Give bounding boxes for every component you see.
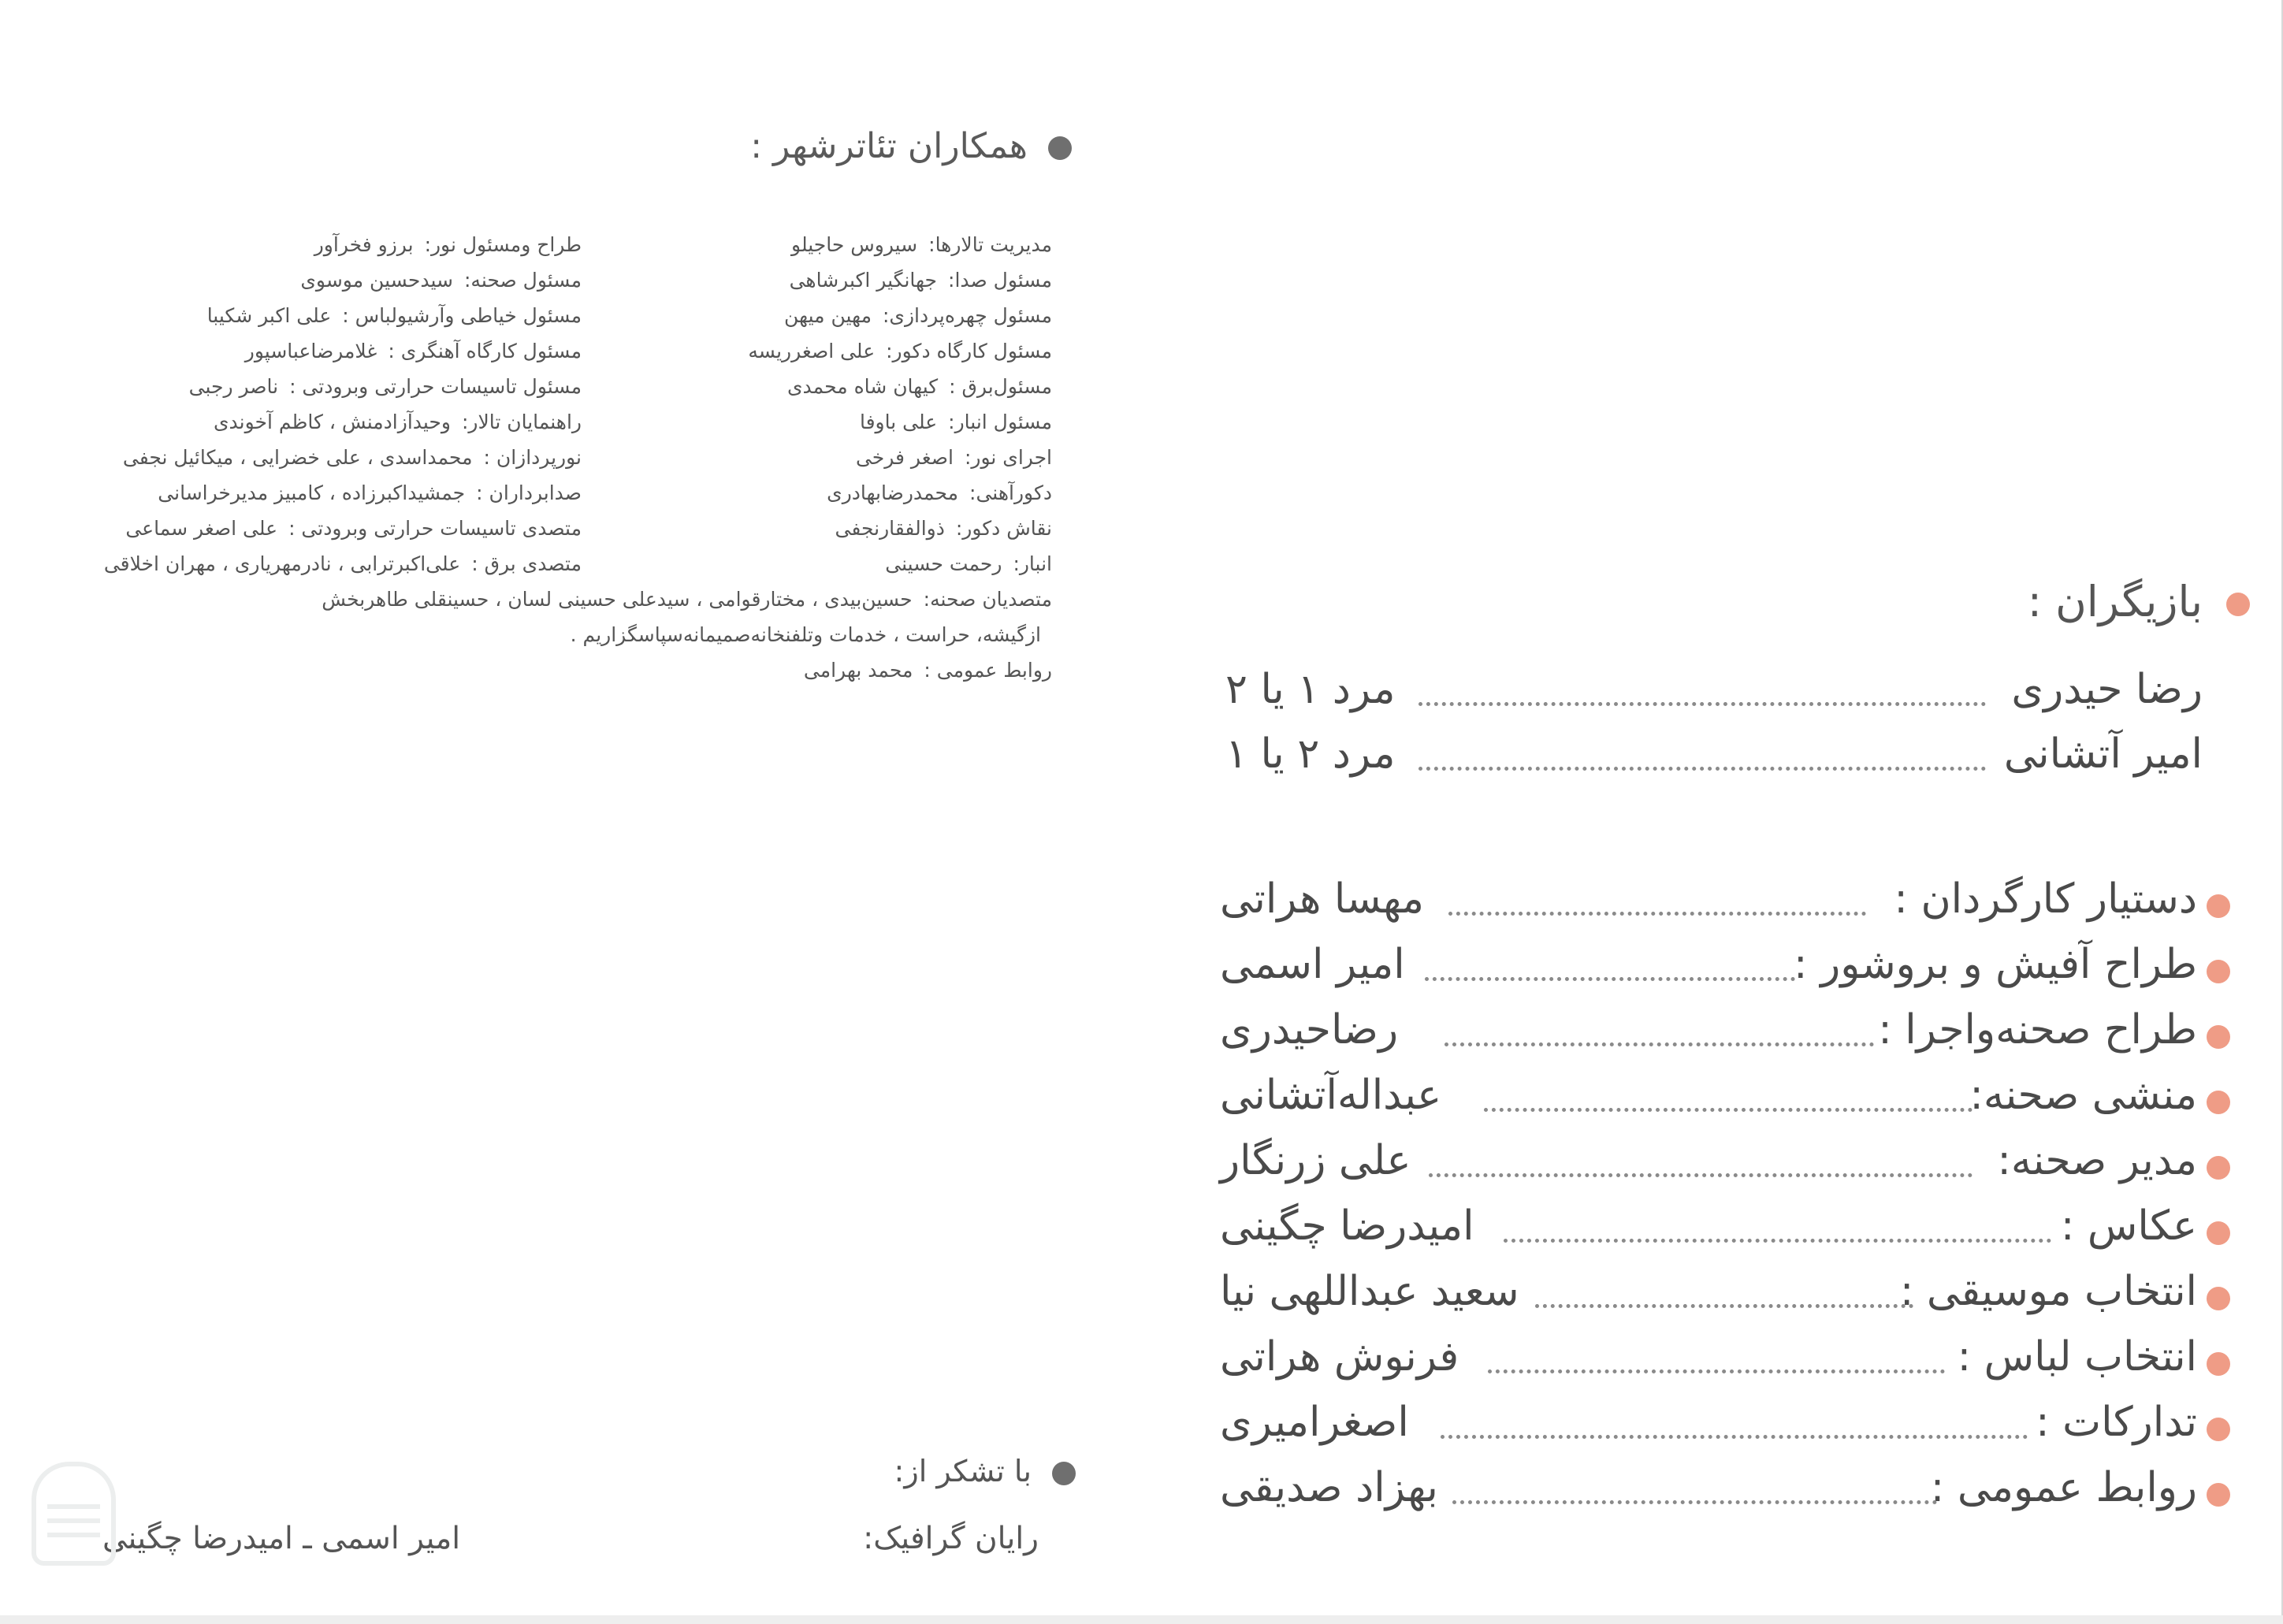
bullet-icon (2207, 1156, 2230, 1180)
leader-dots (1419, 702, 1986, 706)
crew-role: طراح صحنه‌واجرا : (1878, 1006, 2197, 1054)
staff-row (570, 617, 1052, 652)
crew-row (1220, 941, 2197, 1004)
staff-role: اجرای نور: (964, 446, 1052, 469)
staff-row (0, 227, 582, 262)
bullet-icon (2207, 1352, 2230, 1376)
staff-row (0, 333, 582, 369)
leader-dots (1504, 1239, 2051, 1243)
actor-role: مرد ۱ یا ۲ (1225, 666, 1396, 713)
staff-name: حسین‌بیدی ، مختارقوامی ، سیدعلی حسینی لسان ، حسینقلی طاهربخش (322, 588, 913, 611)
crew-name: امیر اسمی (1220, 941, 1405, 988)
leader-dots (1488, 1369, 1945, 1373)
crew-row (1220, 1399, 2197, 1462)
staff-role: مسئول صحنه: (464, 269, 582, 292)
staff-name: محمدرضابهادری (827, 481, 959, 504)
staff-role: مسئول انبار: (948, 411, 1052, 433)
staff-row (579, 546, 1052, 582)
staff-role: متصدی برق : (471, 552, 582, 575)
bullet-icon (2207, 960, 2230, 983)
staff-name: جمشیداکبرزاده ، کامبیز مدیرخراسانی (158, 481, 466, 504)
staff-row (0, 262, 582, 298)
actor-role: مرد ۲ یا ۱ (1225, 730, 1396, 778)
staff-name: غلامرضاعباسپور (244, 340, 377, 362)
staff-role: نقاش دکور: (955, 517, 1052, 540)
crew-role: روابط عمومی : (1930, 1464, 2197, 1511)
leader-dots (1429, 1173, 1973, 1177)
thanks-heading: با تشکر از: (788, 1454, 1076, 1488)
cast-heading: بازیگران : (1891, 577, 2250, 626)
crew-role: دستیار کارگردان : (1894, 875, 2197, 923)
staff-name: ناصر رجبی (188, 375, 279, 398)
leader-dots (1445, 1042, 1874, 1046)
staff-column-left (0, 227, 582, 582)
leader-dots (1448, 912, 1866, 916)
crew-role: انتخاب لباس : (1957, 1333, 2197, 1381)
staff-heading: همکاران تئاترشهر : (693, 126, 1072, 166)
bullet-icon (2207, 1483, 2230, 1507)
crew-role: عکاس : (2060, 1202, 2197, 1250)
staff-role: مسئول خیاطی وآرشیولباس : (342, 304, 582, 327)
staff-name: وحیدآزادمنش ، کاظم آخوندی (213, 411, 451, 433)
crew-role: انتخاب موسیقی : (1899, 1268, 2197, 1315)
staff-role: مدیریت تالارها: (928, 233, 1052, 256)
crew-role: مدیر صحنه: (1997, 1137, 2197, 1184)
staff-row (579, 404, 1052, 440)
staff-role: نورپردازان : (483, 446, 582, 469)
leader-dots (1441, 1435, 2028, 1439)
staff-name: سیدحسین موسوی (300, 269, 453, 292)
staff-role: روابط عمومی : (924, 659, 1052, 682)
leader-dots (1419, 767, 1986, 771)
crew-name: اصغرامیری (1220, 1399, 1409, 1446)
staff-role: مسئول کارگاه آهنگری : (388, 340, 582, 362)
staff-name: محمد بهرامی (803, 659, 913, 682)
staff-role: راهنمایان تالار: (461, 411, 582, 433)
staff-name: علی‌اکبرترابی ، نادرمهریاری ، مهران اخلاقی (103, 552, 461, 575)
graphic-label: رایان گرافیک: (863, 1521, 1039, 1556)
crew-name: سعید عبداللهی نیا (1220, 1268, 1519, 1315)
crew-name: فرنوش هراتی (1220, 1333, 1459, 1381)
crew-role: منشی صحنه: (1969, 1072, 2197, 1119)
leader-dots (1484, 1108, 1973, 1112)
staff-name: کیهان شاه محمدی (786, 375, 939, 398)
staff-role: مسئول صدا: (948, 269, 1052, 292)
crew-name: رضاحیدری (1220, 1006, 1399, 1054)
leader-dots (1425, 977, 1795, 981)
bullet-icon (2207, 1025, 2230, 1049)
bullet-icon (1048, 136, 1072, 160)
staff-name: مهین میهن (784, 304, 872, 327)
staff-role: دکورآهنی: (969, 481, 1052, 504)
faded-stamp-icon (32, 1462, 116, 1566)
page-bottom-edge (0, 1615, 2283, 1624)
bullet-icon (2207, 894, 2230, 918)
staff-role: مسئول تاسیسات حرارتی وبرودتی : (289, 375, 582, 398)
crew-name: مهسا هراتی (1220, 875, 1424, 923)
actor-name: رضا حیدری (2011, 666, 2203, 713)
crew-row (1220, 875, 2197, 938)
staff-role: انبار: (1013, 552, 1052, 575)
cast-row (1225, 730, 2203, 793)
staff-name: ذوالفقارنجفی (835, 517, 945, 540)
cast-row (1225, 666, 2203, 729)
staff-role: متصدی تاسیسات حرارتی وبرودتی : (288, 517, 582, 540)
staff-name: علی اصغر سماعی (125, 517, 278, 540)
staff-row (579, 511, 1052, 546)
crew-row (1220, 1202, 2197, 1265)
leader-dots (1452, 1500, 1937, 1504)
staff-row (0, 404, 582, 440)
staff-row (579, 262, 1052, 298)
staff-row (579, 369, 1052, 404)
crew-row (1220, 1072, 2197, 1135)
staff-name: علی اکبر شکیبا (206, 304, 332, 327)
staff-role: مسئول‌برق : (949, 375, 1052, 398)
staff-row (579, 440, 1052, 475)
staff-row (579, 227, 1052, 262)
crew-name: امیدرضا چگینی (1220, 1202, 1474, 1250)
crew-row (1220, 1268, 2197, 1331)
staff-name: اصغر فرخی (855, 446, 954, 469)
bullet-icon (2207, 1091, 2230, 1114)
staff-row (579, 298, 1052, 333)
staff-name: علی باوفا (859, 411, 938, 433)
staff-row (579, 652, 1052, 688)
staff-role: مسئول کارگاه دکور: (886, 340, 1052, 362)
staff-name: جهانگیر اکبرشاهی (789, 269, 938, 292)
bullet-icon (2226, 593, 2250, 616)
bullet-icon (2207, 1287, 2230, 1310)
staff-name: محمداسدی ، علی خضرایی ، میکائیل نجفی (122, 446, 473, 469)
crew-role: تدارکات : (2036, 1399, 2197, 1446)
staff-row (322, 582, 1052, 617)
staff-row (0, 440, 582, 475)
staff-name: رحمت حسینی (885, 552, 1002, 575)
staff-role: مسئول چهره‌پردازی: (882, 304, 1052, 327)
crew-role: طراح آفیش و بروشور : (1794, 941, 2197, 988)
crew-name: عبداله‌آتشانی (1220, 1072, 1442, 1119)
staff-role: طراح ومسئول نور: (424, 233, 582, 256)
actor-name: امیر آتشانی (2003, 730, 2203, 778)
crew-row (1220, 1464, 2197, 1527)
staff-name: سیروس حاجیلو (791, 233, 918, 256)
bullet-icon (2207, 1221, 2230, 1245)
staff-row (579, 475, 1052, 511)
staff-name: برزو فخرآور (314, 233, 414, 256)
crew-row (1220, 1333, 2197, 1396)
bullet-icon (1052, 1462, 1076, 1485)
crew-row (1220, 1137, 2197, 1200)
graphic-names: امیر اسمی ـ امیدرضا چگینی (102, 1521, 461, 1556)
crew-row (1220, 1006, 2197, 1069)
staff-name: علی اصغرریسه (748, 340, 876, 362)
staff-role: صدابرداران : (476, 481, 582, 504)
staff-row (0, 475, 582, 511)
staff-row (0, 511, 582, 546)
bullet-icon (2207, 1418, 2230, 1441)
staff-row (0, 298, 582, 333)
staff-row (0, 546, 582, 582)
leader-dots (1535, 1304, 1913, 1308)
crew-name: بهزاد صدیقی (1220, 1464, 1438, 1511)
crew-name: علی زرنگار (1220, 1137, 1411, 1184)
staff-row (0, 369, 582, 404)
staff-row (579, 333, 1052, 369)
staff-role: متصدیان صحنه: (923, 588, 1052, 611)
staff-name: ازگیشه، حراست ، خدمات وتلفنخانه‌صمیمانه‌سپاسگزاریم . (570, 623, 1041, 646)
